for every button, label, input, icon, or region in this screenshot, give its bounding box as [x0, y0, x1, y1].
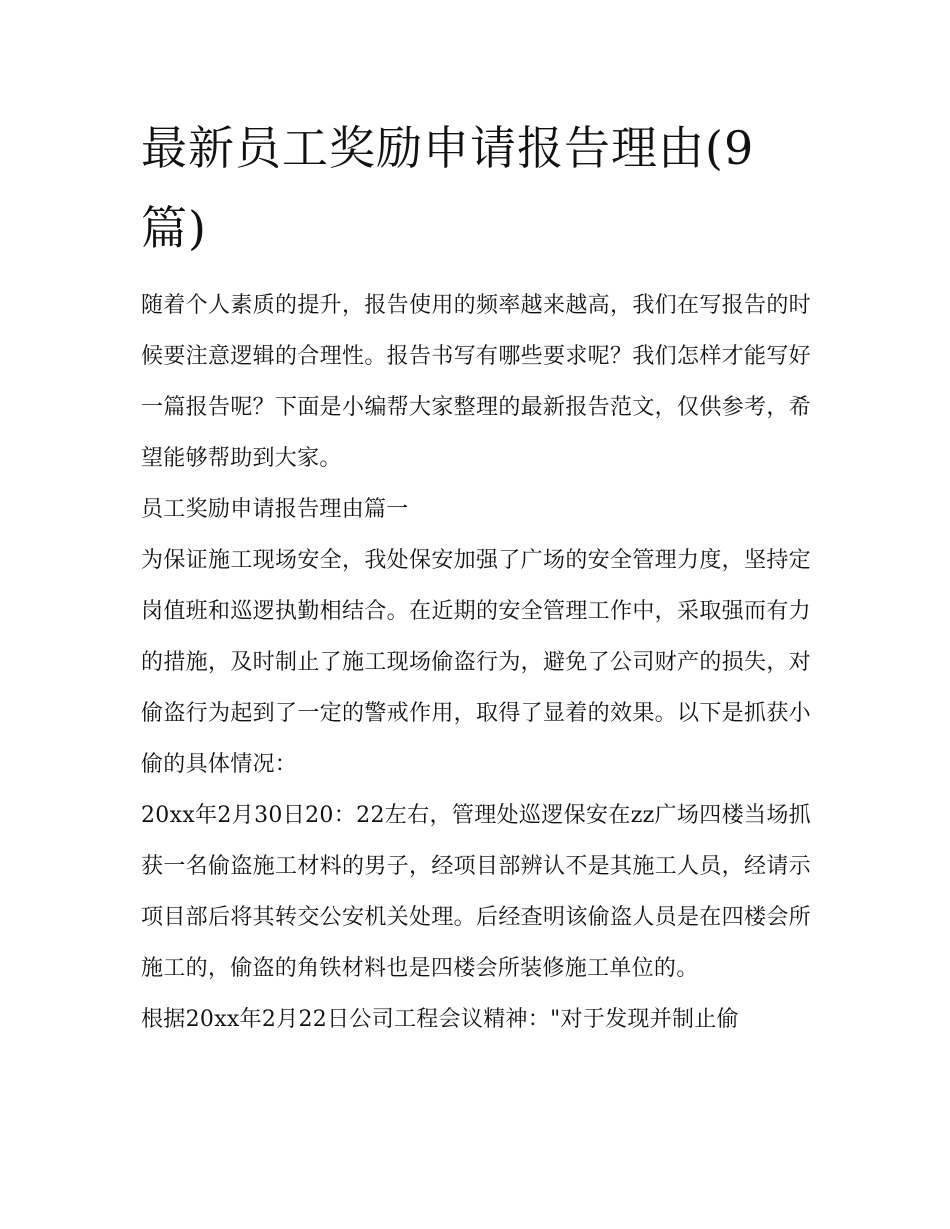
body-paragraph: 根据20xx年2月22日公司工程会议精神："对于发现并制止偷 [141, 1007, 739, 1032]
intro-paragraph: 随着个人素质的提升，报告使用的频率越来越高，我们在写报告的时候要注意逻辑的合理性。报告书写有哪些要求呢？我们怎样才能写好一篇报告呢？下面是小编帮大家整理的最新报告范文，仅供参考，希望能够帮助到大家。 [141, 293, 811, 471]
document-title: 最新员工奖励申请报告理由(9篇) [141, 121, 755, 255]
body-paragraph: 20xx年2月30日20：22左右，管理处巡逻保安在zz广场四楼当场抓获一名偷盗施工材料的男子，经项目部辨认不是其施工人员，经请示项目部后将其转交公安机关处理。后经查明该偷盗人员是在四楼会所施工的，偷盗的角铁材料也是四楼会所装修施工单位的。 [141, 803, 811, 981]
body-paragraph: 为保证施工现场安全，我处保安加强了广场的安全管理力度，坚持定岗值班和巡逻执勤相结合。在近期的安全管理工作中，采取强而有力的措施，及时制止了施工现场偷盗行为，避免了公司财产的损失，对偷盗行为起到了一定的警戒作用，取得了显着的效果。以下是抓获小偷的具体情况： [141, 548, 811, 777]
section-heading: 员工奖励申请报告理由篇一 [141, 497, 409, 522]
document-body [141, 108, 811, 1045]
